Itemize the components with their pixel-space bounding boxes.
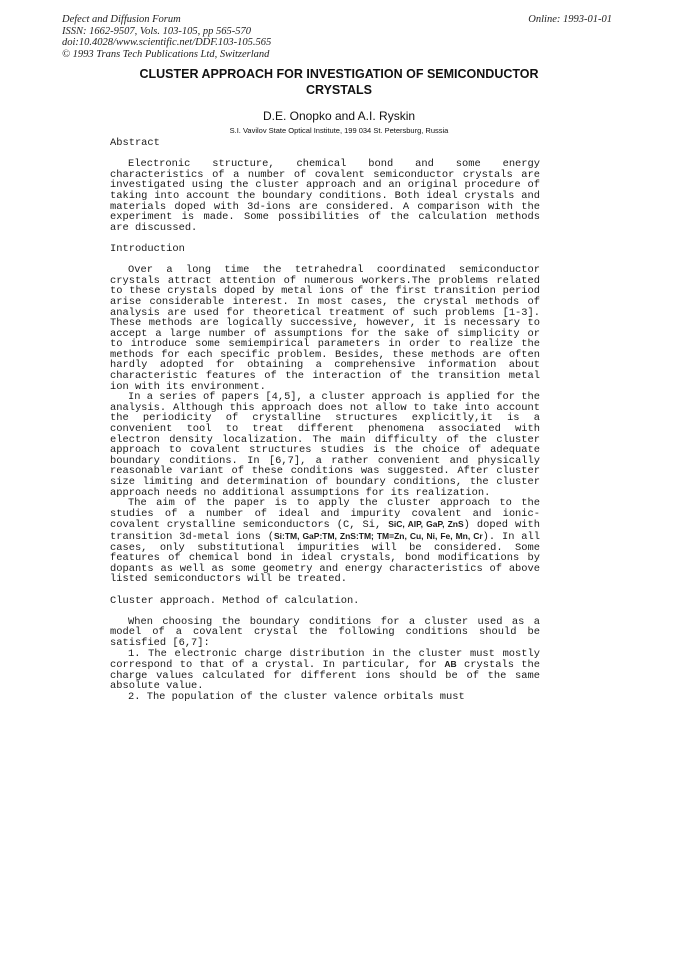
paper-body — [110, 138, 540, 702]
doi: doi:10.4028/www.scientific.net/DDF.103-105.565 — [62, 37, 272, 48]
method-paragraph-1: When choosing the boundary conditions for a cluster used as a model of a covalent crystal the following conditions should be satisfied [6,7]: — [110, 615, 540, 649]
title-line-1: CLUSTER APPROACH FOR INVESTIGATION OF SEMICONDUCTOR — [139, 67, 539, 81]
method-heading: Cluster approach. Method of calculation. — [110, 594, 360, 607]
copyright: © 1993 Trans Tech Publications Ltd, Switzerland — [62, 48, 270, 60]
method-item-1: 1. The electronic charge distribution in the cluster must mostly correspond to that of a crystal. In particular, for AB crystals the charge values calculated for different ions should be of the same absolute value. — [110, 647, 541, 693]
online-date: Online: 1993-01-01 — [528, 14, 612, 25]
issn: ISSN: 1662-9507, Vols. 103-105, pp 565-570 — [62, 25, 251, 37]
title-line-2: CRYSTALS — [306, 83, 372, 97]
affiliation: S.I. Vavilov State Optical Institute, 199 034 St. Petersburg, Russia — [229, 126, 449, 135]
abstract-heading: Abstract — [110, 137, 160, 149]
intro-paragraph-3: The aim of the paper is to apply the cluster approach to the studies of a number of ideal and impurity covalent and ionic-covalent crystalline semiconductors (C, Si, SiC, AlP, GaP, ZnS) doped with transition 3d-metal ions (Si:TM, GaP:TM, ZnS:TM; TM=Zn, Cu, Ni, Fe, Mn, Cr). In all cases, only substitutional impurities will be considered. Some features of chemical bond in ideal crystals, bond modifications by dopants as well as some geometry and energy characteristics of above listed semiconductors will be treated. — [110, 497, 540, 586]
dopant-list: Si:TM, GaP:TM, ZnS:TM; TM=Zn, Cu, Ni, Fe, Mn, Cr — [273, 530, 483, 541]
journal-metadata — [62, 14, 271, 60]
intro-paragraph-1: Over a long time the tetrahedral coordinated semiconductor crystals attract attention of numerous workers.The problems related to these crystals doped by metal ions of the first transition period arise considerable interest. In most cases, the crystal methods of analysis are used for theoretical treatment of such problems [1-3]. These methods are logically successive, however, it is necessary to accept a large number of assumptions for the sake of simplicity or to introduce some semiempirical parameters in order to realize the methods for each specific problem. Besides, these methods are often hardly adopted for obtaining a comprehensive information about characteristic features of the interaction of the transition metal ion with its environment. — [110, 264, 540, 393]
compound-list: SiC, AlP, GaP, ZnS — [388, 519, 464, 530]
abstract-text: Electronic structure, chemical bond and some energy characteristics of a number of covalent semiconductor crystals are investigated using the cluster approach and an original procedure of taking into account the boundary conditions. Both ideal crystals and materials doped with 3d-ions are considered. A comparison with the experiment is made. Some possibilities of the calculation methods are discussed. — [110, 158, 540, 234]
authors: D.E. Onopko and A.I. Ryskin — [262, 109, 416, 123]
paper-title — [0, 66, 678, 98]
intro-paragraph-2: In a series of papers [4,5], a cluster approach is applied for the analysis. Although this approach does not allow to take into account the periodicity of crystalline structures explicitly,it is a convenient tool to treat different phenomena associated with electron density localization. The main difficulty of the cluster approach to covalent structures studies is the choice of adequate boundary conditions. In [6,7], a rather convenient and physically reasonable variant of these conditions was suggested. After cluster size limiting and determination of boundary conditions, the cluster approach needs no additional assumptions for its realization. — [110, 391, 540, 499]
method-item-2: 2. The population of the cluster valence orbitals must — [128, 690, 465, 703]
journal-name: Defect and Diffusion Forum — [62, 14, 181, 25]
introduction-heading: Introduction — [110, 242, 185, 255]
